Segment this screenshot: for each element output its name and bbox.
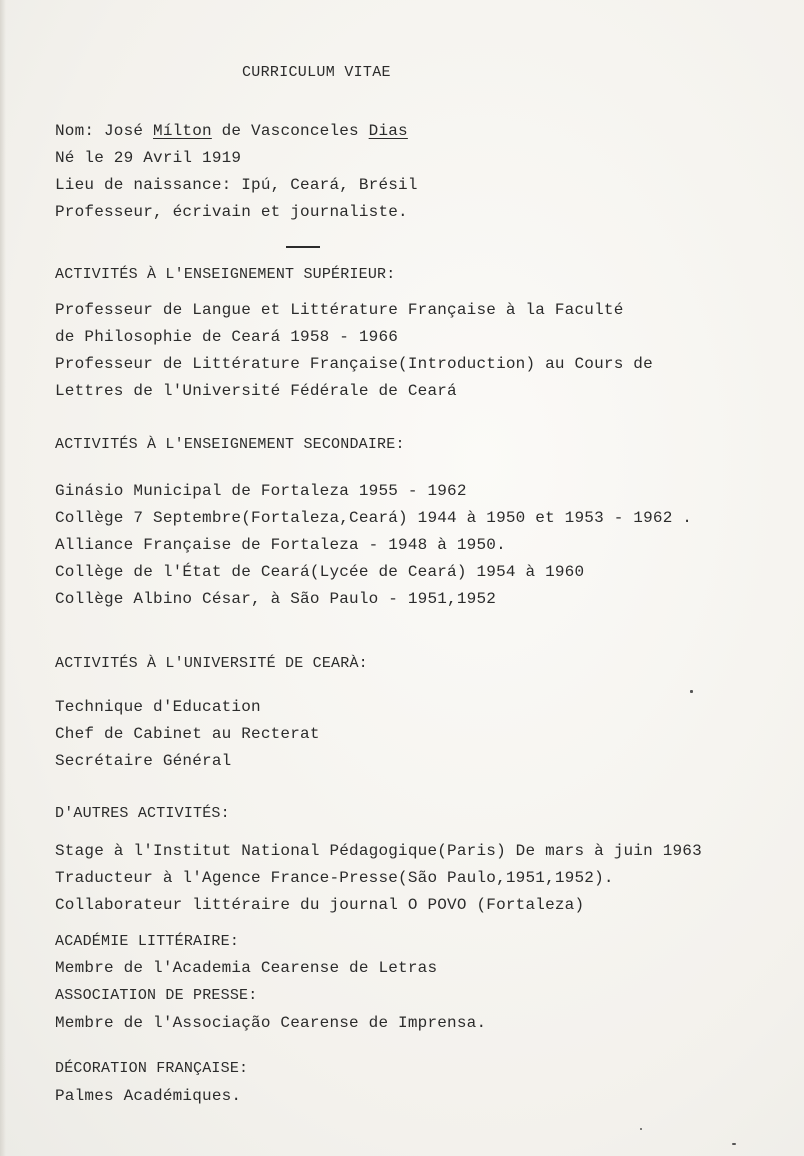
section-heading-universite: ACTIVITÉS À L'UNIVERSITÉ DE CEARÀ:: [55, 655, 368, 672]
page-edge-shadow: [0, 0, 6, 1156]
paper-speck: [732, 1143, 736, 1145]
list-item: Palmes Académiques.: [55, 1087, 242, 1105]
list-item: Collège de l'État de Ceará(Lycée de Ceará) 1954 à 1960: [55, 563, 585, 581]
list-item: de Philosophie de Ceará 1958 - 1966: [55, 328, 399, 346]
name-label: Nom: José: [55, 122, 154, 140]
birth-place: Lieu de naissance: Ipú, Ceará, Brésil: [55, 176, 418, 194]
list-item: Chef de Cabinet au Recterat: [55, 725, 320, 743]
list-item: Ginásio Municipal de Fortaleza 1955 - 1962: [55, 482, 467, 500]
list-item: Lettres de l'Université Fédérale de Ceará: [55, 382, 457, 400]
name-milton: Mílton: [153, 122, 212, 140]
paper-speck: [640, 1128, 642, 1130]
list-item: Collège Albino César, à São Paulo - 1951,1952: [55, 590, 497, 608]
list-item: Collaborateur littéraire du journal O POVO (Fortaleza): [55, 896, 585, 914]
profession: Professeur, écrivain et journaliste.: [55, 203, 408, 221]
name-middle: de Vasconceles: [211, 122, 369, 140]
list-item: Technique d'Education: [55, 698, 261, 716]
list-item: Secrétaire Général: [55, 752, 232, 770]
list-item: Collège 7 Septembre(Fortaleza,Ceará) 1944 à 1950 et 1953 - 1962 .: [55, 509, 693, 527]
section-heading-superieur: ACTIVITÉS À L'ENSEIGNEMENT SUPÉRIEUR:: [55, 266, 396, 283]
list-item: Professeur de Langue et Littérature Française à la Faculté: [55, 301, 624, 319]
list-item: Membre de l'Academia Cearense de Letras: [55, 959, 438, 977]
list-item: Membre de l'Associação Cearense de Imprensa.: [55, 1014, 487, 1032]
section-heading-academie: ACADÉMIE LITTÉRAIRE:: [55, 933, 240, 950]
list-item: Professeur de Littérature Française(Introduction) au Cours de: [55, 355, 653, 373]
paper-speck: [690, 690, 693, 693]
section-heading-autres: D'AUTRES ACTIVITÉS:: [55, 805, 230, 822]
birth-date: Né le 29 Avril 1919: [55, 149, 242, 167]
name-line: [55, 121, 408, 141]
section-heading-secondaire: ACTIVITÉS À L'ENSEIGNEMENT SECONDAIRE:: [55, 436, 405, 453]
list-item: Traducteur à l'Agence France-Presse(São Paulo,1951,1952).: [55, 869, 614, 887]
list-item: Alliance Française de Fortaleza - 1948 à 1950.: [55, 536, 506, 554]
list-item: Stage à l'Institut National Pédagogique(Paris) De mars à juin 1963: [55, 842, 702, 860]
document-title: CURRICULUM VITAE: [242, 64, 391, 81]
separator-rule: [286, 246, 320, 248]
section-heading-presse: ASSOCIATION DE PRESSE:: [55, 987, 258, 1004]
name-dias: Dias: [368, 122, 408, 140]
section-heading-decoration: DÉCORATION FRANÇAISE:: [55, 1060, 249, 1077]
